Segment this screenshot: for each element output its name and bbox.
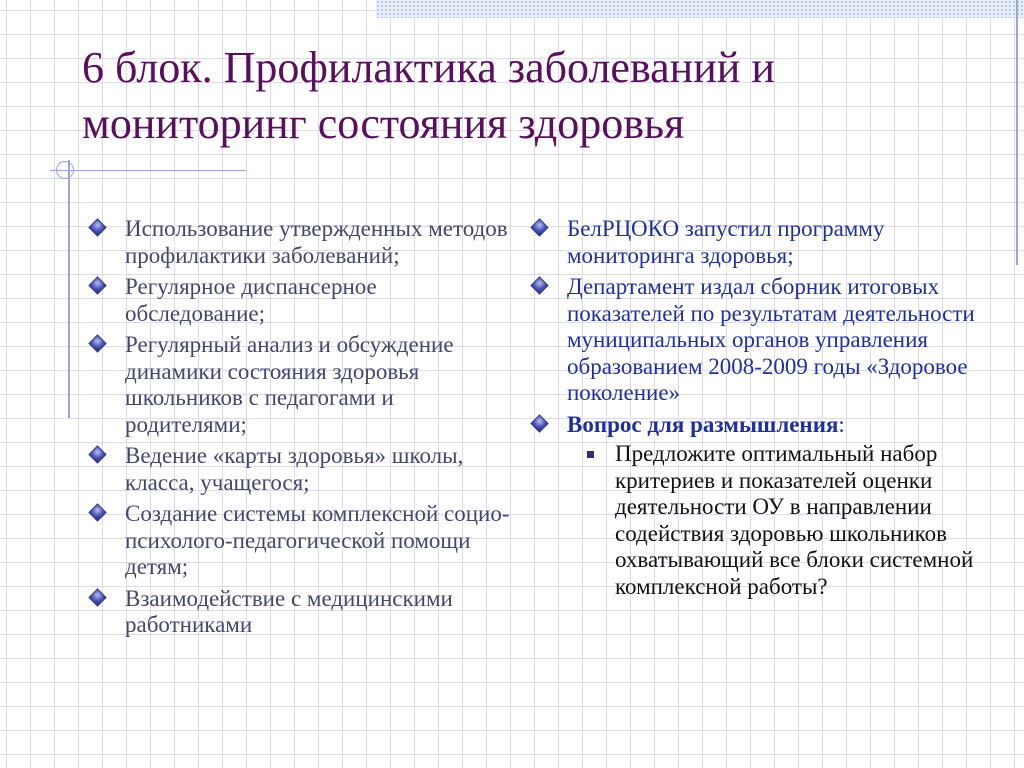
list-item: [88, 274, 518, 327]
left-bullet-list: [88, 216, 518, 644]
diamond-bullet-icon: [532, 220, 548, 236]
list-item-text: Создание системы комплексной социо-психолого-педагогической помощи детям;: [125, 501, 510, 579]
list-item-text: Департамент издал сборник итоговых показателей по результатам деятельности муниципальных органов управления образованием 2008-2009 годы «Здоровое поколение»: [567, 274, 975, 405]
sub-list-item: [567, 441, 1000, 600]
sub-list-item-text: Предложите оптимальный набор критериев и показателей оценки деятельности ОУ в направлении содействия здоровью школьников охватывающий все блоки системной комплексной работы?: [615, 441, 974, 599]
question-item: [530, 412, 1000, 601]
diamond-bullet-icon: [90, 589, 106, 605]
list-item-text: Регулярный анализ и обсуждение динамики состояния здоровья школьников с педагогами и родителями;: [125, 332, 454, 437]
list-item: [88, 586, 518, 639]
list-item: [530, 216, 1000, 269]
top-decorative-band: [376, 0, 1024, 18]
diamond-bullet-icon: [90, 336, 106, 352]
square-bullet-icon: [587, 451, 594, 458]
list-item-text: Использование утвержденных методов профилактики заболеваний;: [125, 216, 508, 268]
list-item-text: Регулярное диспансерное обследование;: [125, 274, 377, 326]
list-item: [530, 274, 1000, 407]
title-underline-accent: [50, 170, 246, 171]
list-item: [88, 332, 518, 438]
right-decorative-line: [1016, 0, 1018, 265]
diamond-bullet-icon: [90, 505, 106, 521]
list-item-text: Ведение «карты здоровья» школы, класса, учащегося;: [125, 443, 464, 495]
right-bullet-list: [530, 216, 1000, 605]
list-item: [88, 501, 518, 581]
slide-title: 6 блок. Профилактика заболеваний и мониторинг состояния здоровья: [82, 43, 775, 148]
left-decorative-line: [68, 160, 70, 418]
question-sub-list: [567, 441, 1000, 600]
list-item-text: Взаимодействие с медицинскими работниками: [125, 585, 453, 637]
list-item: [88, 216, 518, 269]
question-heading: Вопрос для размышления: [567, 411, 839, 437]
diamond-bullet-icon: [532, 278, 548, 294]
diamond-bullet-icon: [90, 447, 106, 463]
list-item: [88, 443, 518, 496]
question-colon: :: [838, 411, 845, 437]
diamond-bullet-icon: [532, 415, 548, 431]
list-item-text: БелРЦОКО запустил программу мониторинга здоровья;: [567, 216, 885, 268]
diamond-bullet-icon: [90, 220, 106, 236]
accent-circle-icon: [56, 161, 74, 179]
diamond-bullet-icon: [90, 278, 106, 294]
